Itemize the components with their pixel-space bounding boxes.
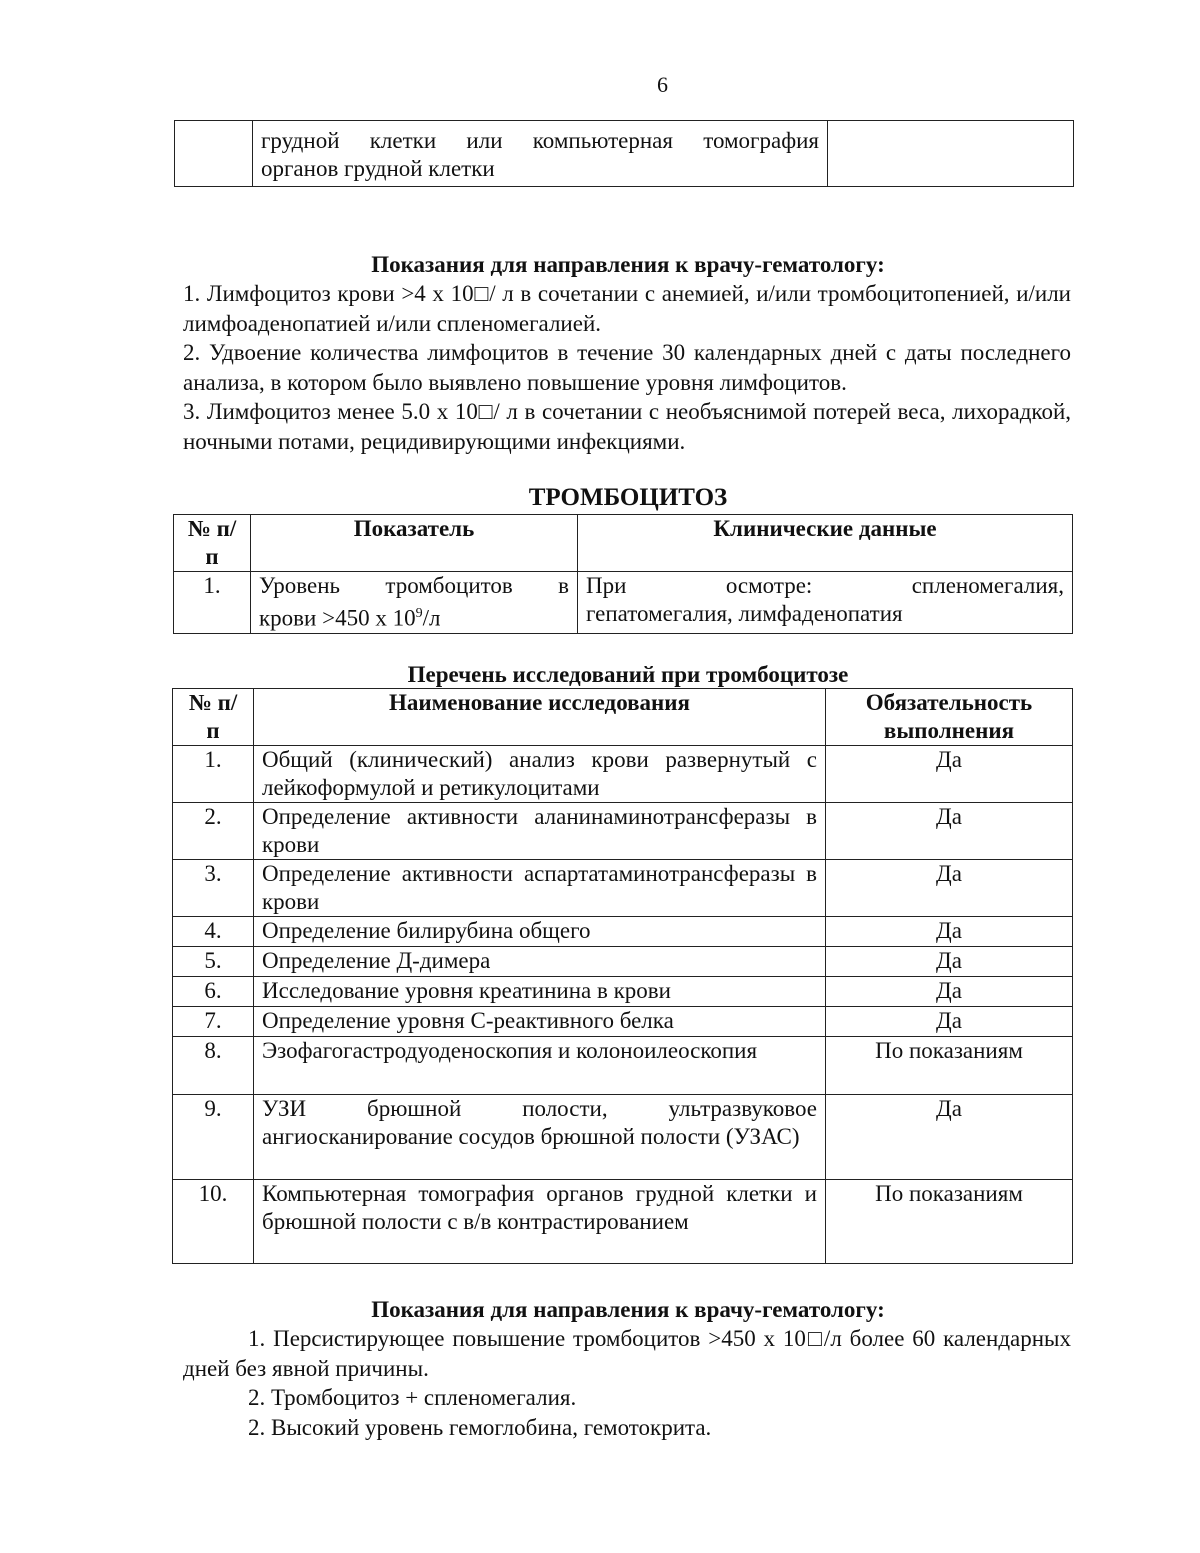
clinical-cell <box>578 572 1073 634</box>
row-number: 7. <box>173 1007 254 1037</box>
list-item: 1. Персистирующее повышение тромбоцитов >450 х 10□/л более 60 календарных дней без явной причины. <box>183 1326 1071 1381</box>
study-required: Да <box>826 947 1073 977</box>
indicator-exponent: 9 <box>415 606 423 621</box>
table-cell-empty <box>175 121 253 187</box>
row-number: 1. <box>173 746 254 803</box>
list-item: 2. Высокий уровень гемоглобина, гемотокрита. <box>248 1414 712 1440</box>
table-row <box>173 860 1073 917</box>
column-header: Клинические данные <box>578 515 1073 572</box>
table-row <box>173 1037 1073 1095</box>
table-row <box>173 1095 1073 1180</box>
clinical-word: осмотре: <box>725 573 813 598</box>
continuation-line-1: грудной клетки или компьютерная томография <box>261 128 819 153</box>
row-number: 8. <box>173 1037 254 1095</box>
table-row <box>173 1180 1073 1264</box>
study-required: По показаниям <box>826 1180 1073 1264</box>
study-name: Определение активности аспартатаминотрансферазы в крови <box>254 860 826 917</box>
list-item: 3. Лимфоцитоз менее 5.0 х 10□/ л в сочетании с необъяснимой потерей веса, лихорадкой, ночными потами, рецидивирующими инфекциями. <box>183 399 1071 454</box>
row-number: 6. <box>173 977 254 1007</box>
row-number: 4. <box>173 917 254 947</box>
column-header: Наименование исследования <box>254 689 826 746</box>
page-number: 6 <box>657 72 668 97</box>
clinical-word: При <box>586 573 627 598</box>
table-row <box>173 803 1073 860</box>
study-name: Определение билирубина общего <box>254 917 826 947</box>
indicator-word: Уровень <box>259 573 340 598</box>
study-name: Определение Д-димера <box>254 947 826 977</box>
study-required: Да <box>826 803 1073 860</box>
referral-list <box>183 279 1071 456</box>
thrombocytosis-table <box>173 514 1073 634</box>
column-header: Показатель <box>251 515 578 572</box>
table-row <box>173 917 1073 947</box>
row-number: 5. <box>173 947 254 977</box>
section-heading: Показания для направления к врачу-гематологу: <box>371 252 885 277</box>
list-item: 2. Удвоение количества лимфоцитов в течение 30 календарных дней с даты последнего анализа, в котором было выявлено повышение уровня лимфоцитов. <box>183 340 1071 395</box>
table-cell-text <box>253 121 828 187</box>
table-cell-empty <box>828 121 1074 187</box>
column-header: № п/п <box>173 689 254 746</box>
table-title: Перечень исследований при тромбоцитозе <box>407 662 849 687</box>
row-number: 2. <box>173 803 254 860</box>
clinical-word: спленомегалия, <box>911 573 1064 598</box>
row-number: 9. <box>173 1095 254 1180</box>
row-number: 1. <box>174 572 251 634</box>
study-required: Да <box>826 860 1073 917</box>
row-number: 10. <box>173 1180 254 1264</box>
indicator-cell <box>251 572 578 634</box>
study-name: Компьютерная томография органов грудной клетки и брюшной полости с в/в контрастированием <box>254 1180 826 1264</box>
study-required: По показаниям <box>826 1037 1073 1095</box>
study-name: Эзофагогастродуоденоскопия и колоноилеоскопия <box>254 1037 826 1095</box>
studies-table <box>172 688 1073 1264</box>
study-required: Да <box>826 1095 1073 1180</box>
study-required: Да <box>826 917 1073 947</box>
study-name: Исследование уровня креатинина в крови <box>254 977 826 1007</box>
list-item: 1. Лимфоцитоз крови >4 х 10□/ л в сочетании с анемией, и/или тромбоцитопенией, и/или лимфоаденопатией и/или спленомегалией. <box>183 281 1071 336</box>
table-row <box>173 977 1073 1007</box>
table-row <box>173 746 1073 803</box>
section-heading: Показания для направления к врачу-гематологу: <box>371 1297 885 1322</box>
clinical-text: гепатомегалия, лимфаденопатия <box>586 601 903 626</box>
indicator-text: крови >450 х 10 <box>259 605 416 631</box>
study-required: Да <box>826 1007 1073 1037</box>
study-name: УЗИ брюшной полости, ультразвуковое ангиосканирование сосудов брюшной полости (УЗАС) <box>254 1095 826 1180</box>
indicator-word: тромбоцитов <box>385 573 513 598</box>
study-name: Общий (клинический) анализ крови развернутый с лейкоформулой и ретикулоцитами <box>254 746 826 803</box>
row-number: 3. <box>173 860 254 917</box>
continuation-table <box>174 120 1074 187</box>
study-name: Определение активности аланинаминотрансферазы в крови <box>254 803 826 860</box>
table-row <box>173 1007 1073 1037</box>
indicator-word: в <box>558 573 569 598</box>
table-row <box>173 947 1073 977</box>
column-header: Обязательность выполнения <box>826 689 1073 746</box>
study-required: Да <box>826 977 1073 1007</box>
table-title: ТРОМБОЦИТОЗ <box>528 484 728 511</box>
indicator-unit: /л <box>422 605 441 631</box>
study-required: Да <box>826 746 1073 803</box>
list-item: 2. Тромбоцитоз + спленомегалия. <box>248 1385 577 1410</box>
study-name: Определение уровня С-реактивного белка <box>254 1007 826 1037</box>
column-header: № п/п <box>174 515 251 572</box>
referral-list <box>183 1324 1071 1442</box>
continuation-line-2: органов грудной клетки <box>261 156 495 181</box>
